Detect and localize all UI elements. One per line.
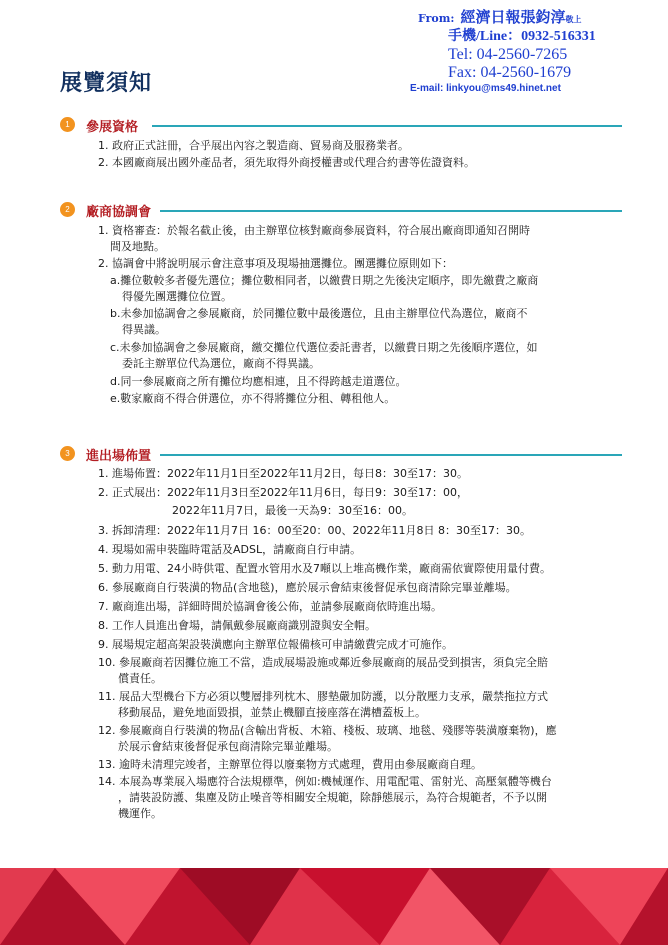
list-item-continuation: 償責任。 [118,672,162,685]
list-item: 8. 工作人員進出會場，請佩戴參展廠商識別證與安全帽。 [98,619,376,632]
list-item: 10. 參展廠商若因攤位施工不當，造成展場設施或鄰近參展廠商的展品受到損害，須負完全賠 [98,656,548,669]
section-header [60,202,620,218]
list-item: 6. 參展廠商自行裝潢的物品(含地毯)，應於展示會結束後督促承包商清除完畢並離場。 [98,581,517,594]
list-item: 12. 參展廠商自行裝潢的物品(含輸出背板、木箱、棧板、玻璃、地毯、殘膠等裝潢廢棄物)，應 [98,724,557,737]
list-item: 5. 動力用電、24小時供電、配置水管用水及7噸以上堆高機作業，廠商需依實際使用量付費。 [98,562,551,575]
contact-block [410,8,658,96]
list-item-continuation: 2022年11月7日，最後一天為9：30至16：00。 [172,504,413,517]
list-item: 1. 資格審查：於報名截止後，由主辦單位核對廠商參展資料，符合展出廠商即通知召開時 [98,224,530,237]
contact-tel: Tel: 04-2560-7265 [448,46,568,63]
list-subitem: a.攤位數較多者優先選位；攤位數相同者，以繳費日期之先後決定順序，即先繳費之廠商 [110,274,539,287]
list-item: 2. 協調會中將說明展示會注意事項及現場抽選攤位。團選攤位原則如下： [98,257,453,270]
section-eligibility [60,117,620,169]
contact-from [418,8,658,28]
list-item-continuation: 移動展品，避免地面毀損，並禁止機腳直接座落在溝槽蓋板上。 [118,706,426,719]
list-subitem: b.未參加協調會之參展廠商，於同攤位數中最後選位，且由主辦單位代為選位，廠商不 [110,307,528,320]
list-item: 4. 現場如需申裝臨時電話及ADSL，請廠商自行申請。 [98,543,362,556]
section-divider [160,210,622,212]
list-item-continuation: 機運作。 [118,807,162,820]
contact-mobile: 手機/Line：0932-516331 [448,29,596,44]
list-item-continuation: 委託主辦單位代為選位，廠商不得異議。 [122,357,320,370]
section-move-in-out [60,446,620,820]
list-item-continuation: 得異議。 [122,323,166,336]
list-item: 11. 展品大型機台下方必須以雙層排列枕木、膠墊嚴加防護，以分散壓力支承，嚴禁拖拉方式 [98,690,548,703]
list-item: 1. 政府正式註冊，合乎展出內容之製造商、貿易商及服務業者。 [98,139,409,152]
section-title: 廠商協調會 [86,205,152,220]
section-divider [160,454,622,456]
contact-fax: Fax: 04-2560-1679 [448,64,572,81]
list-subitem: d.同一參展廠商之所有攤位均應相連，且不得跨越走道選位。 [110,375,407,388]
list-subitem: e.數家廠商不得合併選位，亦不得將攤位分租、轉租他人。 [110,392,396,405]
list-item: 2. 正式展出：2022年11月3日至2022年11月6日，每日9：30至17：00， [98,486,468,499]
footer-pattern [0,868,668,945]
list-item: 14. 本展為專業展入場應符合法規標準，例如:機械運作、用電配電、雷射光、高壓氣體等機台 [98,775,552,788]
list-item: 1. 進場佈置：2022年11月1日至2022年11月2日，每日8：30至17：30。 [98,467,468,480]
section-number-badge: 3 [60,446,75,461]
section-number-badge: 1 [60,117,75,132]
section-divider [152,125,622,127]
list-item-continuation: 於展示會結束後督促承包商清除完畢並離場。 [118,740,338,753]
from-label: From: [418,12,455,25]
contact-email: E-mail: linkyou@ms49.hinet.net [410,83,561,94]
list-item: 7. 廠商進出場，詳細時間於協調會後公佈，並請參展廠商依時進出場。 [98,600,442,613]
list-item-continuation: ，請裝設防護、集塵及防止噪音等相關安全規範，除靜態展示，為符合規範者，不予以開 [118,791,547,804]
page-title: 展覽須知 [60,71,153,96]
list-item-continuation: 得優先團選攤位位置。 [122,290,232,303]
section-title: 參展資格 [86,120,139,135]
section-header [60,446,620,462]
list-item: 9. 展場規定超高架設裝潢應向主辦單位報備核可申請繳費完成才可施作。 [98,638,453,651]
list-subitem: c.未參加協調會之參展廠商，繳交攤位代選位委託書者，以繳費日期之先後順序選位，如 [110,341,538,354]
section-coordination [60,202,620,405]
list-item-continuation: 間及地點。 [110,240,165,253]
from-suffix: 敬上 [565,14,582,24]
section-number-badge: 2 [60,202,75,217]
section-header [60,117,620,133]
list-item: 13. 逾時未清理完竣者，主辦單位得以廢棄物方式處理，費用由參展廠商自理。 [98,758,482,771]
list-item: 2. 本國廠商展出國外產品者，須先取得外商授權書或代理合約書等佐證資料。 [98,156,475,169]
list-item: 3. 拆卸清理：2022年11月7日 16：00至20：00、2022年11月8日 8：30至17：30。 [98,524,531,537]
from-name: 經濟日報張鈞淳 [460,8,566,26]
section-title: 進出場佈置 [86,449,152,464]
